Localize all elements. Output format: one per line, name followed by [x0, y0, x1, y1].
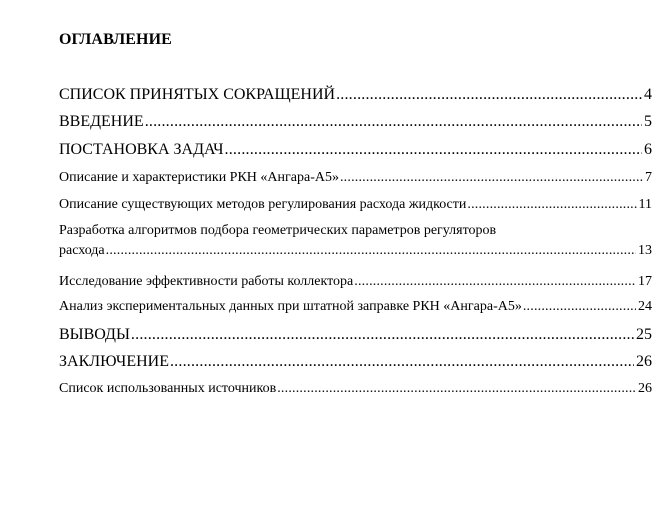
toc-dot-leader [523, 299, 636, 315]
toc-dot-leader [106, 243, 636, 259]
toc-dot-leader [354, 274, 636, 290]
toc-entry-label: Анализ экспериментальных данных при штатной заправке РКН «Ангара-А5» [59, 299, 522, 314]
toc-entry-abbreviations[interactable] [59, 86, 652, 104]
toc-entry-label: ВЫВОДЫ [59, 326, 130, 343]
toc-dot-leader [131, 326, 634, 344]
toc-entry-label: Исследование эффективности работы коллектора [59, 274, 354, 289]
toc-entry-label: Описание и характеристики РКН «Ангара-А5» [59, 170, 339, 185]
toc-entry-angara-description[interactable] [59, 170, 652, 186]
toc-page-number: 13 [638, 243, 652, 258]
toc-entry-label: Разработка алгоритмов подбора геометрических параметров регуляторов [59, 223, 497, 238]
toc-entry-label: ЗАКЛЮЧЕНИЕ [59, 353, 169, 370]
toc-entry-label-continued: расхода [59, 243, 105, 258]
toc-dot-leader [277, 381, 636, 397]
toc-entry-regulator-algorithms[interactable] [59, 223, 652, 259]
toc-dot-leader [336, 86, 642, 104]
toc-entry-label: ПОСТАНОВКА ЗАДАЧ [59, 141, 224, 158]
toc-entry-label: Список использованных источников [59, 381, 277, 396]
toc-entry-summary[interactable] [59, 353, 652, 371]
toc-entry-label: СПИСОК ПРИНЯТЫХ СОКРАЩЕНИЙ [59, 86, 336, 103]
toc-page-number: 24 [638, 299, 652, 314]
toc-entry-conclusions[interactable] [59, 326, 652, 344]
toc-entry-label: ВВЕДЕНИЕ [59, 113, 144, 130]
toc-entry-collector-efficiency[interactable] [59, 274, 652, 290]
toc-dot-leader [170, 353, 634, 371]
toc-entry-flow-regulation-methods[interactable] [59, 197, 652, 213]
toc-page-number: 26 [636, 353, 652, 370]
toc-page-number: 26 [638, 381, 652, 396]
toc-page-number: 25 [636, 326, 652, 343]
toc-entry-problem-statement[interactable] [59, 141, 652, 159]
toc-page-number: 17 [638, 274, 652, 289]
toc-page-number: 7 [645, 170, 652, 185]
toc-entry-experimental-analysis[interactable] [59, 299, 652, 315]
toc-dot-leader [225, 141, 642, 159]
toc-page-number: 5 [644, 113, 652, 130]
toc-dot-leader [467, 197, 636, 213]
toc-dot-leader [145, 113, 642, 131]
toc-heading: ОГЛАВЛЕНИЕ [59, 31, 172, 48]
toc-entry-introduction[interactable] [59, 113, 652, 131]
toc-entry-label: Описание существующих методов регулирования расхода жидкости [59, 197, 467, 212]
toc-page-number: 11 [638, 197, 652, 212]
toc-entry-references[interactable] [59, 381, 652, 397]
toc-dot-leader [340, 170, 643, 186]
toc-page-number: 6 [644, 141, 652, 158]
toc-page-number: 4 [644, 86, 652, 103]
